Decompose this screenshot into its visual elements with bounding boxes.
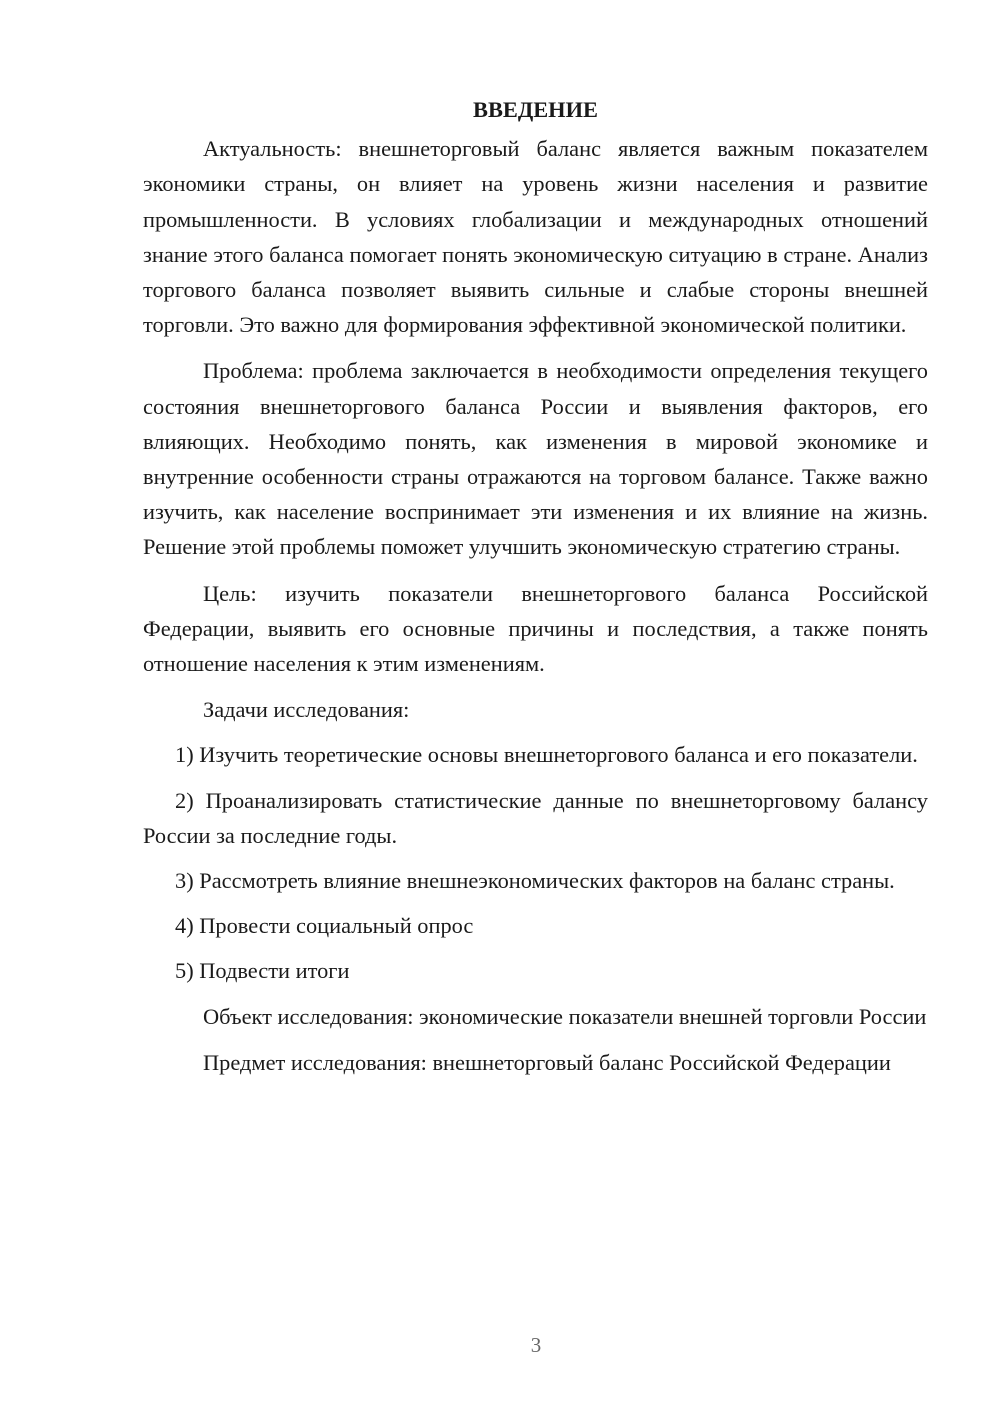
relevance-paragraph: Актуальность: внешнеторговый баланс является важным показателем экономики страны, он влияет на уровень жизни населения и развитие промышленности. В условиях глобализации и международных отношений знание этого баланса помогает понять экономическую ситуацию в стране. Анализ торгового баланса позволяет выявить сильные и слабые стороны внешней торговли. Это важно для формирования эффективной экономической политики. (143, 136, 928, 338)
page-content (143, 92, 928, 1091)
task-item-3: 3) Рассмотреть влияние внешнеэкономических факторов на баланс страны. (175, 868, 895, 894)
task-item-5: 5) Подвести итоги (175, 958, 350, 984)
goal-paragraph: Цель: изучить показатели внешнеторгового баланса Российской Федерации, выявить его основные причины и последствия, а также понять отношение населения к этим изменениям. (143, 580, 928, 677)
task-item-4: 4) Провести социальный опрос (175, 913, 474, 939)
research-object-paragraph: Объект исследования: экономические показатели внешней торговли России (203, 1003, 927, 1029)
tasks-heading: Задачи исследования: (203, 697, 410, 723)
task-item-2: 2) Проанализировать статистические данные по внешнеторговому балансу России за последние годы. (143, 787, 928, 848)
research-subject-paragraph: Предмет исследования: внешнеторговый баланс Российской Федерации (203, 1049, 891, 1075)
task-item-1: 1) Изучить теоретические основы внешнеторгового баланса и его показатели. (175, 742, 918, 768)
problem-paragraph: Проблема: проблема заключается в необходимости определения текущего состояния внешнеторгового баланса России и выявления факторов, его влияющих. Необходимо понять, как изменения в мировой экономике и внутренние особенности страны отражаются на торговом балансе. Также важно изучить, как население воспринимает эти изменения и их влияние на жизнь. Решение этой проблемы поможет улучшить экономическую стратегию страны. (143, 358, 928, 560)
page-number: 3 (530, 1333, 542, 1357)
section-title: ВВЕДЕНИЕ (473, 97, 598, 122)
